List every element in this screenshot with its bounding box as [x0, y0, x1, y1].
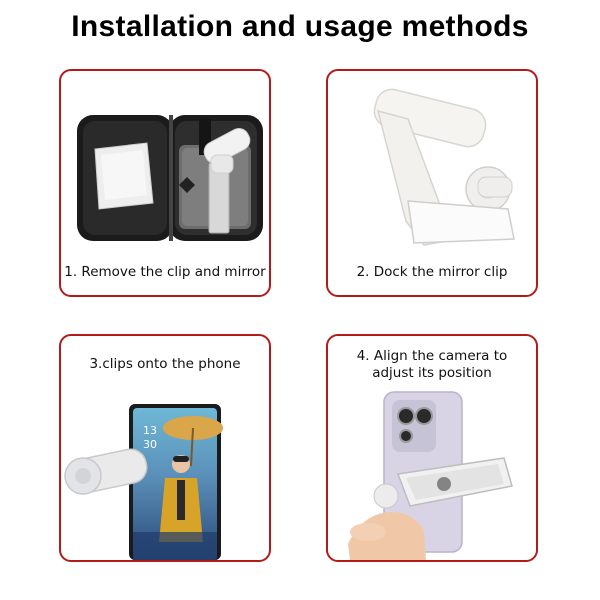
- page-title: Installation and usage methods: [71, 10, 529, 43]
- step-3-caption: 3.clips onto the phone: [89, 356, 241, 372]
- step-card-1: [59, 69, 271, 297]
- step-card-2: [326, 69, 538, 297]
- step-card-4: [326, 334, 538, 562]
- phone-camera-mirror-image: [328, 336, 536, 560]
- mirror-clip-image: [328, 71, 536, 295]
- step-4-caption-line-1: 4. Align the camera to: [356, 348, 508, 364]
- step-1-caption: 1. Remove the clip and mirror: [64, 264, 266, 280]
- phone-minute-text: 30: [143, 438, 157, 451]
- step-2-caption: 2. Dock the mirror clip: [356, 264, 508, 280]
- phone-hour-text: 13: [143, 424, 157, 437]
- phone-with-clip-image: [61, 336, 269, 560]
- step-4-caption-line-2: adjust its position: [372, 365, 492, 381]
- step-card-3: [59, 334, 271, 562]
- case-with-clip-image: [61, 71, 269, 295]
